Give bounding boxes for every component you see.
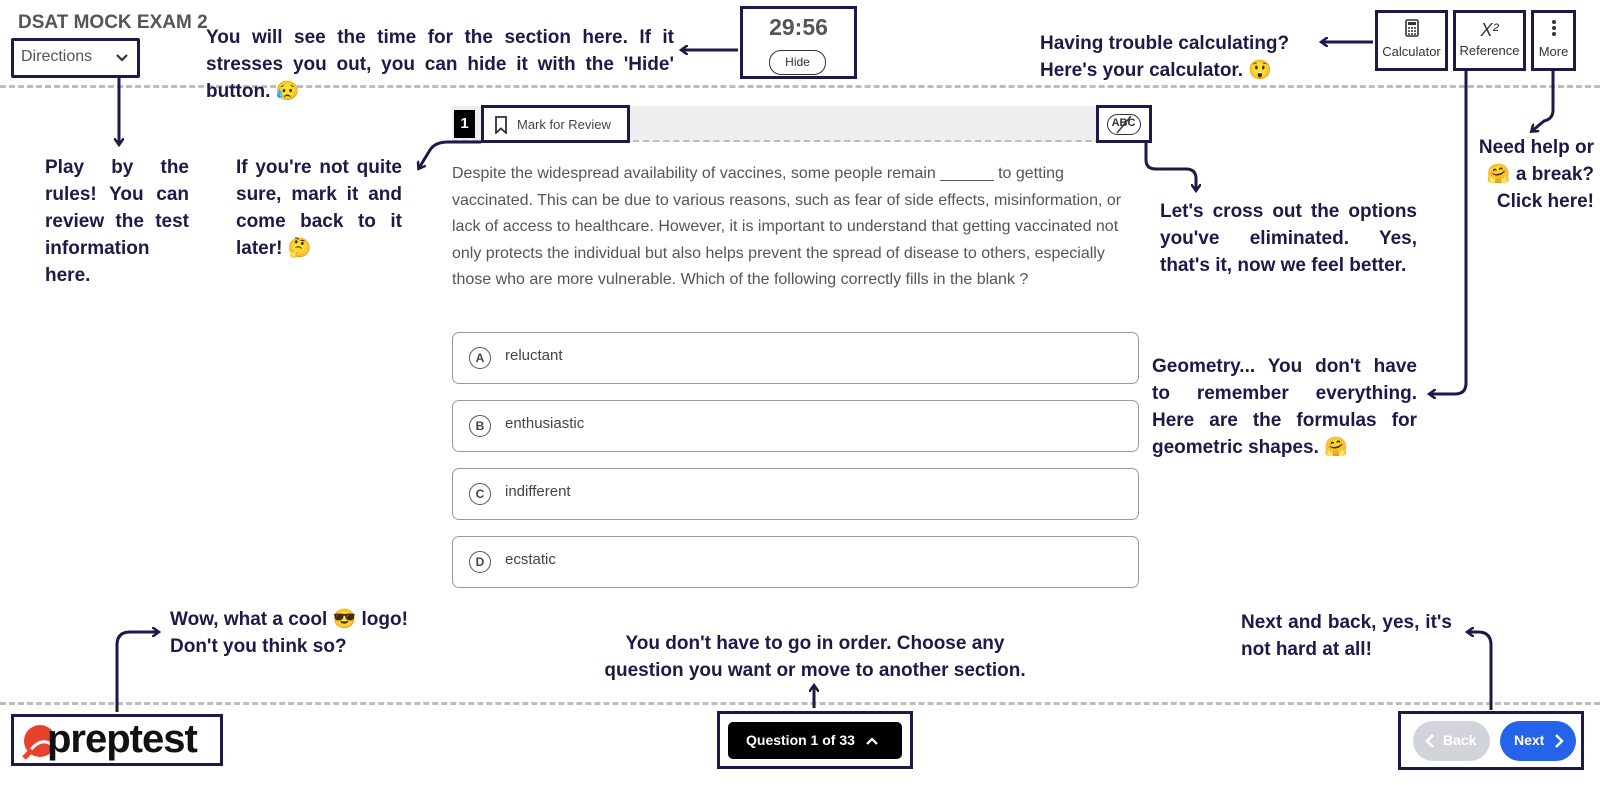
reference-icon: X² [1480, 20, 1499, 40]
question-nav-label: Question 1 of 33 [746, 732, 855, 748]
next-label: Next [1514, 732, 1545, 748]
annotation-mark-for-review: If you're not quite sure, mark it and come back to it later! 🤔 [236, 157, 402, 259]
annotation-next-back: Next and back, yes, it's not hard at all! [1241, 612, 1452, 660]
choice-text: reluctant [505, 347, 563, 364]
question-number: 1 [454, 110, 475, 138]
hide-timer-button[interactable]: Hide [769, 50, 826, 75]
choice-letter: B [469, 415, 491, 437]
choice-letter: D [469, 551, 491, 573]
annotation-timer: You will see the time for the section here. If it stresses you out, you can hide it with the 'Hide' button. 😥 [206, 27, 674, 102]
annotation-more: Need help or 🤗 a break? Click here! [1478, 137, 1594, 212]
choice-letter: C [469, 483, 491, 505]
annotation-reference: Geometry... You don't have to remember everything. Here are the formulas for geometric shapes. 🤗 [1152, 356, 1417, 458]
reference-label: Reference [1459, 43, 1520, 58]
annotation-directions: Play by the rules! You can review the test information here. [45, 157, 189, 286]
more-label: More [1538, 44, 1569, 59]
timer-display: 29:56 [769, 14, 828, 40]
calculator-label: Calculator [1382, 44, 1441, 59]
choice-letter: A [469, 347, 491, 369]
annotation-logo: Wow, what a cool 😎 logo! Don't you think so? [170, 609, 408, 657]
annotation-cross-out: Let's cross out the options you've eliminated. Yes, that's it, now we feel better. [1160, 201, 1417, 276]
exam-title: DSAT MOCK EXAM 2 [18, 12, 208, 33]
annotation-navigation: You don't have to go in order. Choose any question you want or move to another section. [604, 633, 1026, 681]
question-text: Despite the widespread availability of vaccines, some people remain ______ to getting vaccinated. This can be due to various reasons, such as fear of side effects, misinformation, or lack of access to healthcare. However, it is important to understand that getting vaccinated not only protects the individual but also helps prevent the spread of disease to others, especially those who are more vulnerable. Which of the following correctly fills in the blank ? [452, 165, 1122, 288]
mark-for-review-label: Mark for Review [517, 117, 611, 132]
logo-text: preptest [47, 717, 197, 761]
abc-label: ABC [1111, 117, 1136, 129]
directions-label: Directions [21, 48, 93, 65]
choice-text: indifferent [505, 483, 571, 500]
annotation-calculator: Having trouble calculating? Here's your calculator. 😲 [1040, 33, 1290, 81]
choice-text: enthusiastic [505, 415, 585, 432]
choice-text: ecstatic [505, 551, 556, 568]
back-label: Back [1443, 732, 1477, 748]
